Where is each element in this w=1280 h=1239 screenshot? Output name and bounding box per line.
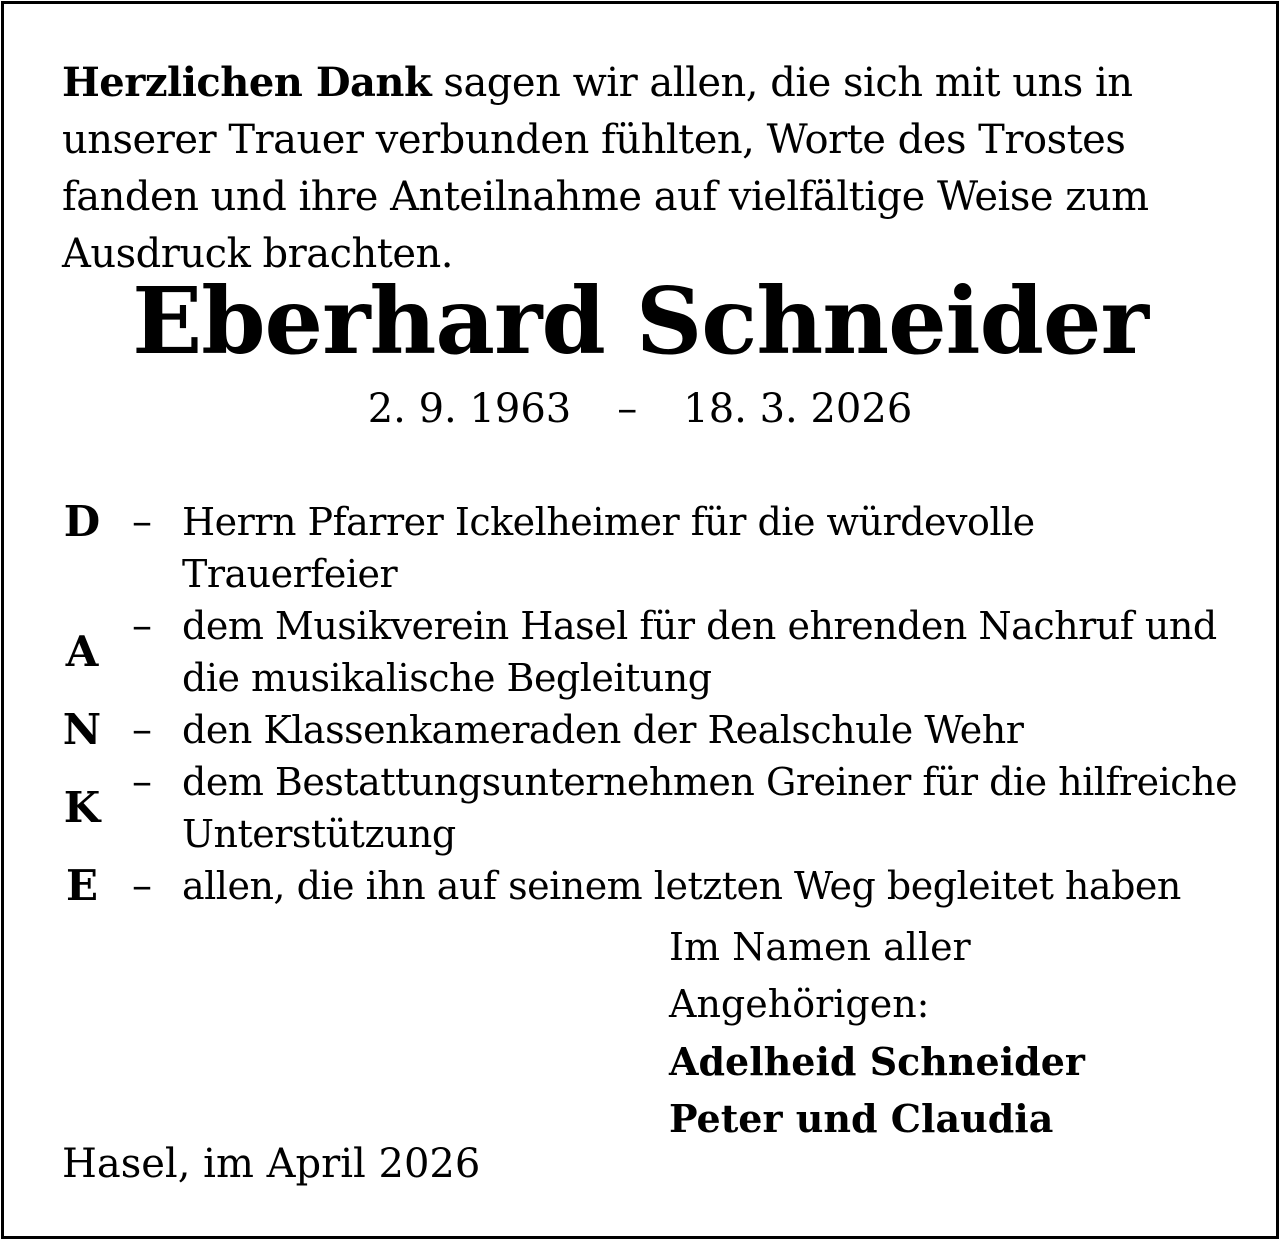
intro-text: sagen wir allen, die sich mit uns in unserer Trauer verbunden fühlten, Worte des Trostes fanden und ihre Anteilnahme auf vielfältige Weise zum Ausdruck brachten. <box>62 60 1149 277</box>
dash: – <box>132 759 152 805</box>
date-separator: – <box>617 386 638 432</box>
death-date: 18. 3. 2026 <box>683 386 913 432</box>
place-and-date: Hasel, im April 2026 <box>62 1141 481 1187</box>
dash: – <box>132 603 152 649</box>
list-item <box>62 704 1242 756</box>
acrostic-letter: A <box>65 627 99 676</box>
signature-name-2: Peter und Claudia <box>669 1096 1054 1141</box>
thanks-text: dem Bestattungsunternehmen Greiner für die hilfreiche Unterstützung <box>182 760 1238 856</box>
danke-list <box>62 496 1242 912</box>
list-item <box>62 756 1242 860</box>
obituary-thanks-card <box>1 1 1279 1239</box>
list-item <box>62 600 1242 704</box>
dash: – <box>132 707 152 753</box>
signature-intro: Im Namen aller Angehörigen: <box>669 925 971 1026</box>
acrostic-letter: N <box>62 705 102 754</box>
life-dates <box>4 384 1276 434</box>
acrostic-letter: E <box>65 861 98 910</box>
thanks-text: allen, die ihn auf seinem letzten Weg begleitet haben <box>182 864 1181 908</box>
signature-block <box>669 919 1229 1147</box>
list-item <box>62 860 1242 912</box>
acrostic-letter: D <box>63 497 101 546</box>
dash: – <box>132 863 152 909</box>
intro-paragraph <box>62 54 1242 283</box>
list-item <box>62 496 1242 600</box>
signature-name-1: Adelheid Schneider <box>669 1039 1085 1084</box>
acrostic-letter: K <box>63 783 101 832</box>
birth-date: 2. 9. 1963 <box>367 386 572 432</box>
thanks-text: Herrn Pfarrer Ickelheimer für die würdevolle Trauerfeier <box>182 500 1035 596</box>
thanks-text: den Klassenkameraden der Realschule Wehr <box>182 708 1024 752</box>
dash: – <box>132 499 152 545</box>
deceased-name: Eberhard Schneider <box>132 267 1148 375</box>
thanks-text: dem Musikverein Hasel für den ehrenden Nachruf und die musikalische Begleitung <box>182 604 1217 700</box>
intro-bold: Herzlichen Dank <box>62 59 432 106</box>
